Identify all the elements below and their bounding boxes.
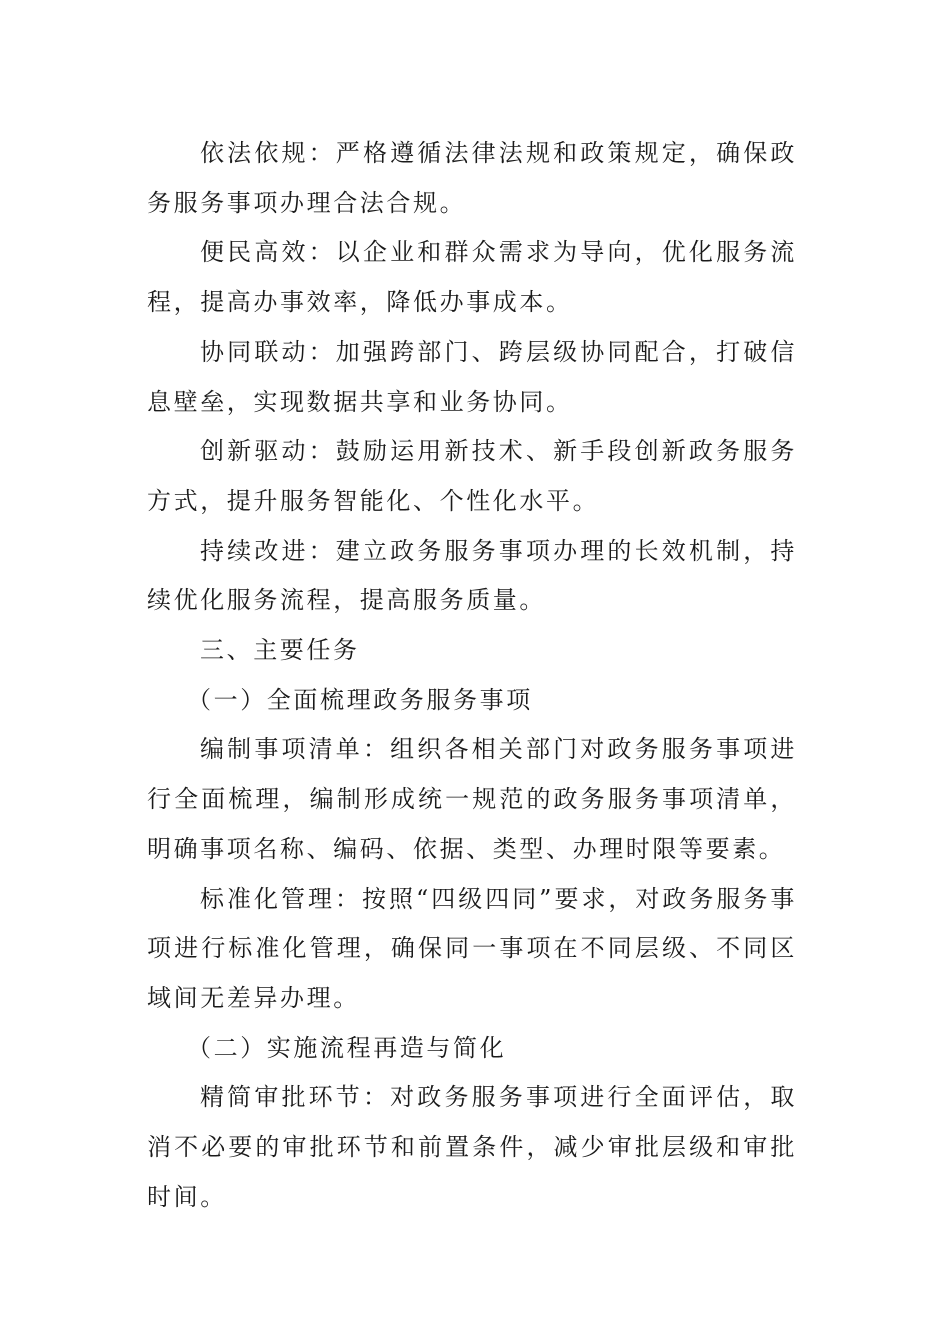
paragraph-principle-legal: 依法依规：严格遵循法律法规和政策规定，确保政务服务事项办理合法合规。 [147, 139, 797, 217]
paragraph-standardization: 标准化管理：按照“四级四同”要求，对政务服务事项进行标准化管理，确保同一事项在不同层级、不同区域间无差异办理。 [147, 884, 797, 1012]
paragraph-simplify-approval: 精简审批环节：对政务服务事项进行全面评估，取消不必要的审批环节和前置条件，减少审批层级和审批时间。 [147, 1083, 797, 1211]
paragraph-principle-collaborative: 协同联动：加强跨部门、跨层级协同配合，打破信息壁垒，实现数据共享和业务协同。 [147, 337, 797, 416]
paragraph-item-list: 编制事项清单：组织各相关部门对政务服务事项进行全面梳理，编制形成统一规范的政务服务事项清单，明确事项名称、编码、依据、类型、办理时限等要素。 [147, 735, 797, 863]
section-heading-main-tasks: 三、主要任务 [200, 636, 360, 665]
document-body [147, 129, 797, 1222]
paragraph-principle-improvement: 持续改进：建立政务服务事项办理的长效机制，持续优化服务流程，提高服务质量。 [147, 536, 797, 615]
subsection-heading-1: （一）全面梳理政务服务事项 [187, 685, 533, 714]
paragraph-principle-innovation: 创新驱动：鼓励运用新技术、新手段创新政务服务方式，提升服务智能化、个性化水平。 [147, 437, 797, 515]
subsection-heading-2: （二）实施流程再造与简化 [187, 1033, 507, 1062]
paragraph-principle-efficient: 便民高效：以企业和群众需求为导向，优化服务流程，提高办事效率，降低办事成本。 [147, 238, 797, 317]
